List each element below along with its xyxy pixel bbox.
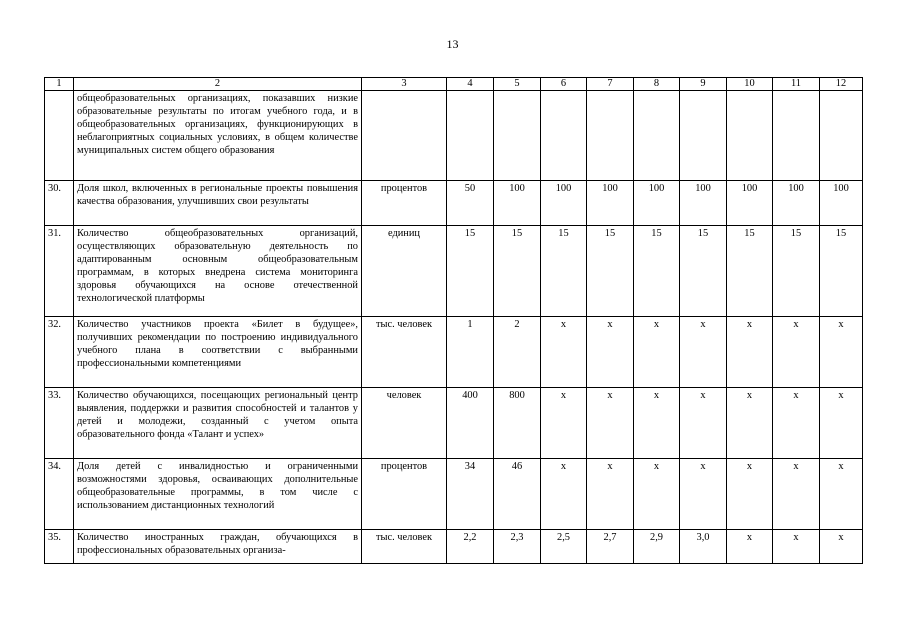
table-row (45, 530, 863, 564)
header-row (45, 78, 863, 91)
table-row (45, 91, 863, 181)
value-cell (494, 91, 541, 181)
value-cell: x (727, 530, 773, 564)
value-cell: 100 (587, 181, 634, 226)
value-cell: 100 (541, 181, 587, 226)
column-header: 9 (680, 78, 727, 91)
value-cell: x (634, 317, 680, 388)
table-row (45, 226, 863, 317)
indicator-name-cell: Количество общеобразовательных организаций, осуществляющих образовательную деятельность по адаптированным основным общеобразовательным программам, в которых внедрена система мониторинга здоровья обучающихся на основе отечественной технологической платформы (74, 226, 362, 317)
column-header: 10 (727, 78, 773, 91)
table-body (45, 91, 863, 564)
value-cell: x (820, 530, 863, 564)
value-cell: 2 (494, 317, 541, 388)
value-cell: 15 (587, 226, 634, 317)
value-cell: x (587, 388, 634, 459)
value-cell: 15 (773, 226, 820, 317)
value-cell: 50 (447, 181, 494, 226)
row-number-cell: 30. (45, 181, 74, 226)
value-cell: x (634, 388, 680, 459)
value-cell: 46 (494, 459, 541, 530)
row-number-cell (45, 91, 74, 181)
value-cell: 100 (634, 181, 680, 226)
value-cell: x (634, 459, 680, 530)
value-cell: 15 (820, 226, 863, 317)
indicator-name-cell: Количество обучающихся, посещающих региональный центр выявления, поддержки и развития способностей и талантов у детей и молодежи, созданный с учетом опыта образовательного фонда «Талант и успех» (74, 388, 362, 459)
table-row (45, 459, 863, 530)
indicator-name-cell: Количество участников проекта «Билет в будущее», получивших рекомендации по построению индивидуального учебного плана в соответствии с выбранными профессиональными компетенциями (74, 317, 362, 388)
value-cell (541, 91, 587, 181)
value-cell: x (680, 388, 727, 459)
table-row (45, 181, 863, 226)
value-cell: 100 (680, 181, 727, 226)
value-cell: 34 (447, 459, 494, 530)
value-cell: 3,0 (680, 530, 727, 564)
row-number-cell: 35. (45, 530, 74, 564)
indicator-name-cell: Доля школ, включенных в региональные проекты повышения качества образования, улучшивших свои результаты (74, 181, 362, 226)
row-number-cell: 34. (45, 459, 74, 530)
indicators-table (44, 77, 863, 564)
value-cell (773, 91, 820, 181)
value-cell: 100 (773, 181, 820, 226)
row-number-cell: 32. (45, 317, 74, 388)
table-row (45, 388, 863, 459)
unit-cell: тыс. человек (362, 317, 447, 388)
value-cell: 15 (680, 226, 727, 317)
value-cell: x (727, 388, 773, 459)
value-cell: 2,9 (634, 530, 680, 564)
column-header: 6 (541, 78, 587, 91)
value-cell (634, 91, 680, 181)
indicator-name-cell: Доля детей с инвалидностью и ограниченными возможностями здоровья, осваивающих дополнительные общеобразовательные программы, в том числе с использованием дистанционных технологий (74, 459, 362, 530)
table-row (45, 317, 863, 388)
value-cell: 100 (727, 181, 773, 226)
value-cell: x (773, 459, 820, 530)
unit-cell: тыс. человек (362, 530, 447, 564)
value-cell: x (727, 317, 773, 388)
value-cell: x (820, 459, 863, 530)
column-header: 1 (45, 78, 74, 91)
value-cell: 15 (447, 226, 494, 317)
column-header: 3 (362, 78, 447, 91)
value-cell (587, 91, 634, 181)
value-cell: x (820, 388, 863, 459)
value-cell: x (773, 530, 820, 564)
value-cell: 15 (494, 226, 541, 317)
indicator-name-cell: Количество иностранных граждан, обучающихся в профессиональных образовательных организа- (74, 530, 362, 564)
value-cell: 1 (447, 317, 494, 388)
value-cell: 100 (494, 181, 541, 226)
column-header: 5 (494, 78, 541, 91)
column-header: 8 (634, 78, 680, 91)
value-cell: x (541, 459, 587, 530)
value-cell (680, 91, 727, 181)
value-cell: 400 (447, 388, 494, 459)
value-cell: 100 (820, 181, 863, 226)
value-cell: x (680, 317, 727, 388)
indicator-name-cell: общеобразовательных организациях, показавших низкие образовательные результаты по итогам учебного года, и в общеобразовательных организациях, функционирующих в неблагоприятных социальных условиях, в общем количестве муниципальных систем общего образования (74, 91, 362, 181)
value-cell: x (727, 459, 773, 530)
value-cell: x (680, 459, 727, 530)
value-cell: 15 (541, 226, 587, 317)
column-header: 2 (74, 78, 362, 91)
column-header: 4 (447, 78, 494, 91)
value-cell: x (541, 388, 587, 459)
value-cell: 2,5 (541, 530, 587, 564)
row-number-cell: 33. (45, 388, 74, 459)
value-cell: 2,7 (587, 530, 634, 564)
value-cell: x (587, 459, 634, 530)
value-cell: 2,2 (447, 530, 494, 564)
value-cell (820, 91, 863, 181)
unit-cell: единиц (362, 226, 447, 317)
value-cell: x (820, 317, 863, 388)
unit-cell: процентов (362, 459, 447, 530)
value-cell: x (541, 317, 587, 388)
column-header: 11 (773, 78, 820, 91)
value-cell: x (587, 317, 634, 388)
value-cell: 15 (634, 226, 680, 317)
value-cell (727, 91, 773, 181)
page-number: 13 (446, 37, 459, 51)
column-header: 7 (587, 78, 634, 91)
row-number-cell: 31. (45, 226, 74, 317)
value-cell: 2,3 (494, 530, 541, 564)
value-cell: x (773, 388, 820, 459)
unit-cell (362, 91, 447, 181)
value-cell (447, 91, 494, 181)
unit-cell: человек (362, 388, 447, 459)
value-cell: 15 (727, 226, 773, 317)
value-cell: 800 (494, 388, 541, 459)
column-header: 12 (820, 78, 863, 91)
unit-cell: процентов (362, 181, 447, 226)
value-cell: x (773, 317, 820, 388)
